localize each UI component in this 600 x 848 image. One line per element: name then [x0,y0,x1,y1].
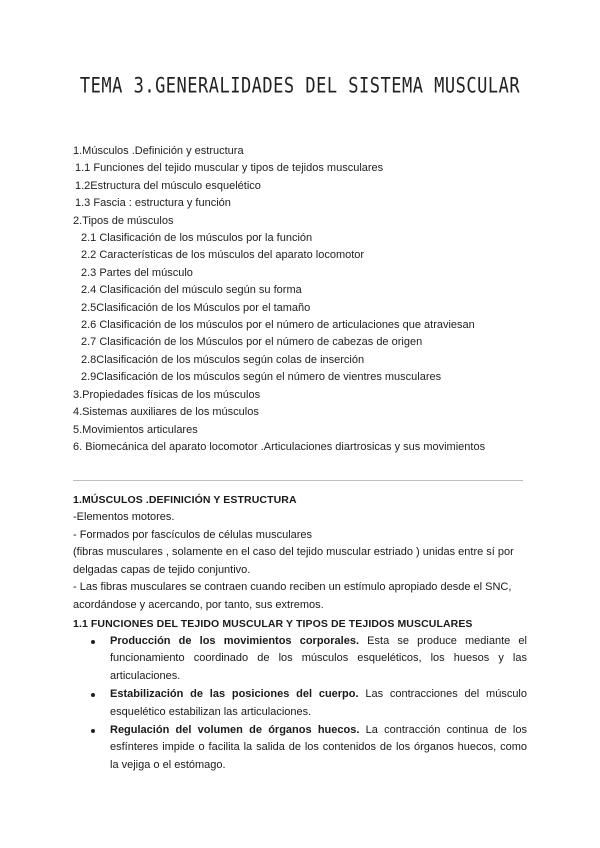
paragraph-line: - Formados por fascículos de células musculares [73,528,313,541]
bullet-list [73,633,527,774]
toc-item: 2.2 Características de los músculos del aparato locomotor [81,249,365,262]
section-heading: 1.MÚSCULOS .DEFINICIÓN Y ESTRUCTURA [73,494,297,506]
paragraph-line: - Las fibras musculares se contraen cuando reciben un estímulo apropiado desde el SNC, acordándose y acercando, por tanto, sus extremos. [73,581,512,611]
toc-item: 1.1 Funciones del tejido muscular y tipos de tejidos musculares [75,162,384,175]
toc-item: 1.3 Fascia : estructura y función [75,197,231,210]
bullet-text: Esta se produce mediante el funcionamiento coordinado de los músculos esqueléticos, los huesos y las articulaciones. [110,635,527,682]
toc-item: 2.1 Clasificación de los músculos por la función [81,232,313,245]
toc-item: 5.Movimientos articulares [73,423,198,436]
page-title: TEMA 3.GENERALIDADES DEL SISTEMA MUSCULAR [79,73,521,99]
section-heading: 1.1 FUNCIONES DEL TEJIDO MUSCULAR Y TIPOS DE TEJIDOS MUSCULARES [73,618,473,630]
toc-item: 2.4 Clasificación del músculo según su forma [81,284,302,297]
toc-item: 4.Sistemas auxiliares de los músculos [73,406,259,419]
toc-item: 2.8Clasificación de los músculos según colas de inserción [81,353,365,366]
paragraph-line: (fibras musculares , solamente en el caso del tejido muscular estriado ) unidas entre sí por delgadas capas de tejido conjuntivo. [73,546,514,576]
toc-item: 1.Músculos .Definición y estructura [73,145,244,157]
bullet-bold-lead: Regulación del volumen de órganos huecos. [110,724,360,737]
toc-item: 2.3 Partes del músculo [81,266,193,279]
list-item [73,686,527,721]
toc-item: 6. Biomecánica del aparato locomotor .Articulaciones diartrosicas y sus movimientos [73,440,486,453]
list-item [73,722,527,774]
toc-item: 2.7 Clasificación de los Músculos por el número de cabezas de origen [81,336,423,349]
paragraph-line: -Elementos motores. [73,511,175,523]
document-body [73,492,527,775]
toc-item: 3.Propiedades físicas de los músculos [73,388,261,401]
bullet-bold-lead: Estabilización de las posiciones del cuerpo. [110,688,359,701]
toc-item: 2.5Clasificación de los Músculos por el tamaño [81,301,311,314]
toc-item: 2.Tipos de músculos [73,214,174,227]
list-item [73,633,527,685]
bullet-text: La contracción continua de los esfínteres impide o facilita la salida de los contenidos de los órganos huecos, como la vejiga o el estómago. [110,724,527,771]
toc-item: 1.2Estructura del músculo esquelético [75,179,261,192]
toc-item: 2.6 Clasificación de los músculos por el número de articulaciones que atraviesan [81,319,475,332]
bullet-bold-lead: Producción de los movimientos corporales. [110,635,360,647]
toc-item: 2.9Clasificación de los músculos según el número de vientres musculares [81,371,442,384]
bullet-text: Las contracciones del músculo esquelético estabilizan las articulaciones. [110,688,527,718]
section-divider [73,480,523,481]
table-of-contents [71,143,551,456]
